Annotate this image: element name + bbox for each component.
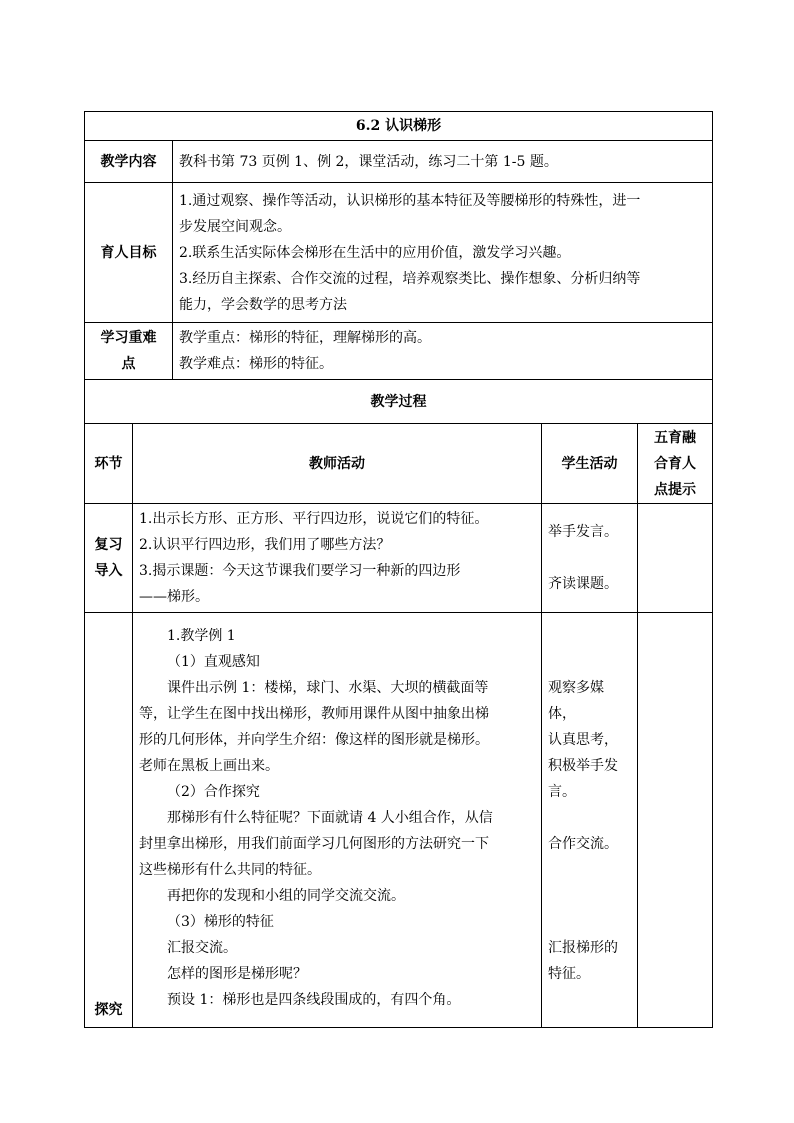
explore-teacher-line: 汇报交流。: [167, 940, 237, 956]
explore-teacher-line: （3）梯形的特征: [167, 914, 274, 930]
keypoint-line: 教学重点：梯形的特征，理解梯形的高。: [179, 330, 431, 346]
explore-teacher-line: 预设 1：梯形也是四条线段围成的，有四个角。: [167, 992, 461, 1008]
explore-teacher-line: 再把你的发现和小组的同学交流交流。: [167, 888, 405, 904]
keypoints-label: 学习重难 点: [85, 323, 173, 380]
explore-student-line: 特征。: [548, 966, 590, 982]
explore-teacher-line: 形的几何形体，并向学生介绍：像这样的图形就是梯形。: [139, 732, 489, 748]
goals-text: [173, 183, 713, 323]
review-teacher-line: ——梯形。: [139, 589, 209, 605]
explore-teacher-line: 老师在黑板上画出来。: [139, 758, 279, 774]
content-label: 教学内容: [85, 141, 173, 183]
explore-student-line: 言。: [548, 784, 576, 800]
explore-teacher-line: 课件出示例 1：楼梯，球门、水渠、大坝的横截面等: [167, 680, 489, 696]
goals-line: 2.联系生活实际体会梯形在生活中的应用价值，激发学习兴趣。: [179, 244, 571, 261]
goals-label: 育人目标: [85, 183, 173, 323]
explore-tips: [638, 613, 713, 1028]
review-student: [542, 504, 638, 613]
lesson-plan-table: [84, 111, 713, 1028]
review-student-line: 齐读课题。: [548, 576, 618, 592]
goals-line: 步发展空间观念。: [179, 218, 291, 235]
goals-line: 1.通过观察、操作等活动，认识梯形的基本特征及等腰梯形的特殊性，进一: [179, 192, 641, 209]
explore-student-line: 认真思考，: [548, 732, 618, 748]
header-section: 环节: [85, 424, 133, 504]
explore-teacher-line: 1.教学例 1: [167, 628, 236, 644]
keypoints-text: [173, 323, 713, 380]
explore-student-line: 观察多媒体，: [548, 680, 604, 722]
keypoint-line: 教学难点：梯形的特征。: [179, 356, 333, 372]
goals-line: 能力，学会数学的思考方法: [179, 296, 347, 313]
explore-teacher-line: 等，让学生在图中找出梯形，教师用课件从图中抽象出梯: [139, 706, 489, 722]
header-teacher: 教师活动: [133, 424, 542, 504]
header-student: 学生活动: [542, 424, 638, 504]
lesson-title: 6.2 认识梯形: [85, 112, 713, 141]
content-text: 教科书第 73 页例 1、例 2，课堂活动，练习二十第 1-5 题。: [173, 141, 713, 183]
header-tips: 五育融 合育人 点提示: [638, 424, 713, 504]
review-tips: [638, 504, 713, 613]
explore-student-line: 积极举手发: [548, 758, 618, 774]
explore-teacher-line: 这些梯形有什么共同的特征。: [139, 862, 321, 878]
review-teacher-line: 3.揭示课题：今天这节课我们要学习一种新的四边形: [139, 563, 461, 579]
explore-student-line: 汇报梯形的: [548, 940, 618, 956]
review-teacher-line: 1.出示长方形、正方形、平行四边形，说说它们的特征。: [139, 511, 489, 527]
explore-teacher: [133, 613, 542, 1028]
review-student-line: 举手发言。: [548, 524, 618, 540]
explore-student-line: 合作交流。: [548, 836, 618, 852]
explore-teacher-line: 怎样的图形是梯形呢？: [167, 966, 307, 982]
explore-teacher-line: （2）合作探究: [167, 784, 260, 800]
goals-line: 3.经历自主探索、合作交流的过程，培养观察类比、操作想象、分析归纳等: [179, 270, 641, 287]
explore-student: [542, 613, 638, 1028]
process-title: 教学过程: [85, 380, 713, 424]
review-label: 复习 导入: [85, 504, 133, 613]
explore-teacher-line: 封里拿出梯形，用我们前面学习几何图形的方法研究一下: [139, 836, 489, 852]
explore-label: 探究: [85, 613, 133, 1028]
review-teacher-line: 2.认识平行四边形，我们用了哪些方法？: [139, 537, 391, 553]
review-teacher: [133, 504, 542, 613]
explore-teacher-line: 那梯形有什么特征呢？下面就请 4 人小组合作，从信: [167, 810, 493, 826]
explore-teacher-line: （1）直观感知: [167, 654, 260, 670]
